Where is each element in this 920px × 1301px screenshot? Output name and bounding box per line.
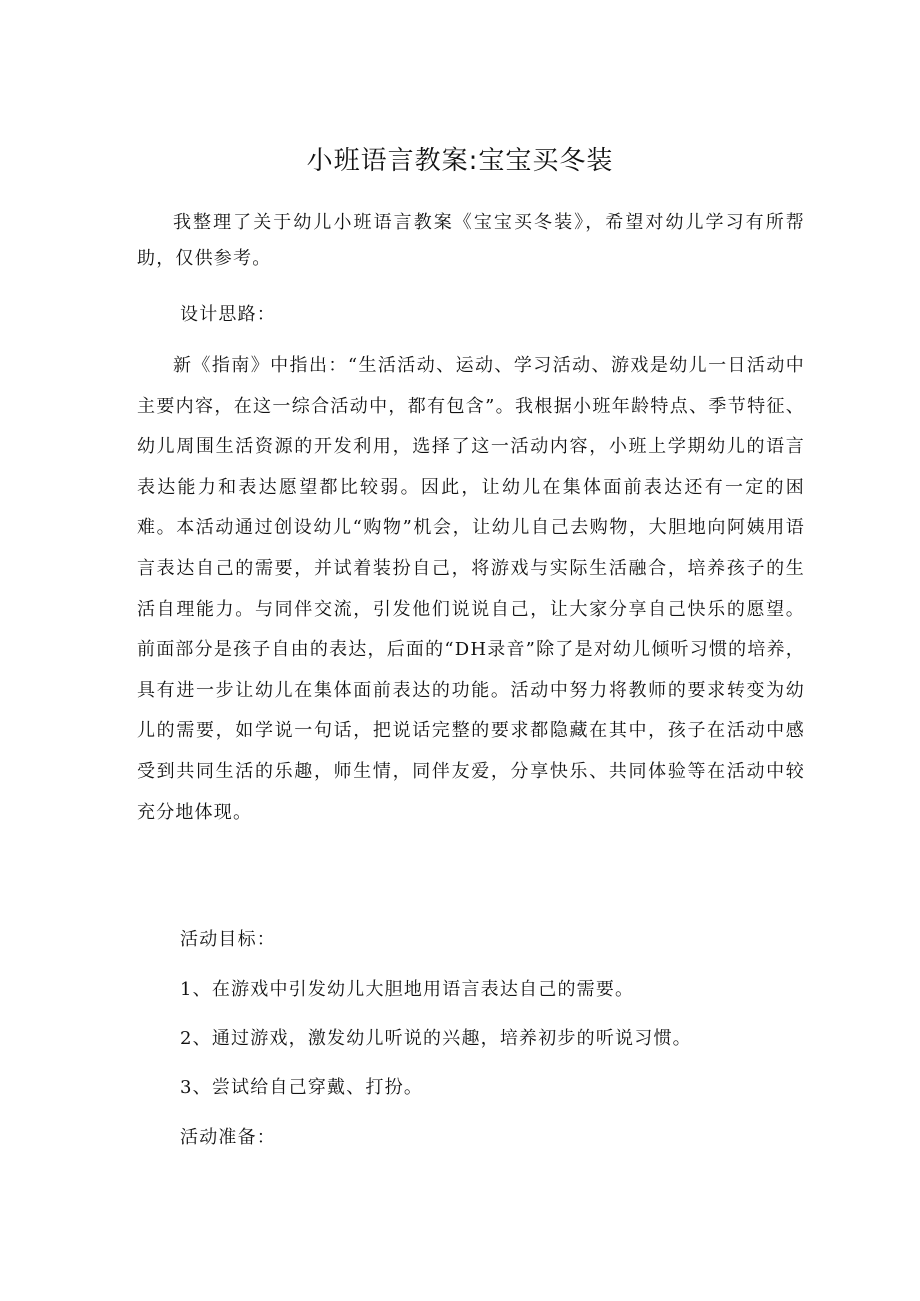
intro-paragraph: 我整理了关于幼儿小班语言教案《宝宝买冬装》，希望对幼儿学习有所帮助，仅供参考。 — [137, 212, 805, 269]
design-paragraph: 新《指南》中指出：“生活活动、运动、学习活动、游戏是幼儿一日活动中主要内容，在这一综合活动中，都有包含”。我根据小班年龄特点、季节特征、幼儿周围生活资源的开发利用，选择了这一活动内容，小班上学期幼儿的语言表达能力和表达愿望都比较弱。因此，让幼儿在集体面前表达还有一定的困难。本活动通过创设幼儿“购物”机会，让幼儿自己去购物，大胆地向阿姨用语言表达自己的需要，并试着装扮自己，将游戏与实际生活融合，培养孩子的生活自理能力。与同伴交流，引发他们说说自己，让大家分享自己快乐的愿望。前面部分是孩子自由的表达，后面的“DH录音”除了是对幼儿倾听习惯的培养，具有进一步让幼儿在集体面前表达的功能。活动中努力将教师的要求转变为幼儿的需要，如学说一句话，把说话完整的要求都隐藏在其中，孩子在活动中感受到共同生活的乐趣，师生情，同伴友爱，分享快乐、共同体验等在活动中较充分地体现。 — [137, 355, 805, 823]
prep-heading: 活动准备： — [180, 1127, 276, 1148]
goals-heading: 活动目标： — [180, 929, 276, 950]
goal-item-3: 3、尝试给自己穿戴、打扮。 — [180, 1077, 424, 1098]
design-heading: 设计思路： — [180, 304, 276, 325]
goal-item-1: 1、在游戏中引发幼儿大胆地用语言表达自己的需要。 — [180, 979, 635, 1000]
document-title: 小班语言教案:宝宝买冬装 — [306, 146, 614, 176]
goal-item-2: 2、通过游戏，激发幼儿听说的兴趣，培养初步的听说习惯。 — [180, 1028, 692, 1049]
